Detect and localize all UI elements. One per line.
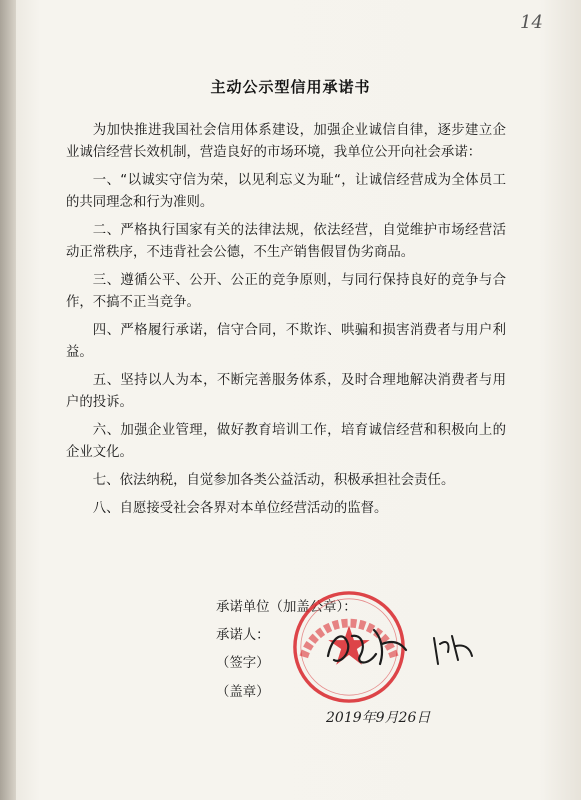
- page-number: 14: [520, 12, 543, 33]
- promising-unit-label: 承诺单位（加盖公章）：: [216, 600, 357, 615]
- signing-date: 2019年9月26日: [326, 710, 431, 726]
- commitment-item: 二、严格执行国家有关的法律法规，依法经营，自觉维护市场经营活动正常秩序，不违背社会公德，不生产销售假冒伪劣商品。: [66, 223, 506, 260]
- commitment-item: 七、依法纳税，自觉参加各类公益活动，积极承担社会责任。: [92, 473, 455, 488]
- document-body: [66, 120, 506, 526]
- handwritten-signature: [322, 616, 412, 676]
- intro-paragraph: 为加快推进我国社会信用体系建设，加强企业诚信自律，逐步建立企业诚信经营长效机制，营造良好的市场环境，我单位公开向社会承诺：: [66, 123, 506, 160]
- signature-label: （签字）: [216, 656, 270, 671]
- commitment-item: 三、遵循公平、公开、公正的竞争原则，与同行保持良好的竞争与合作，不搞不正当竞争。: [66, 273, 506, 310]
- commitment-item: 四、严格履行承诺，信守合同，不欺诈、哄骗和损害消费者与用户利益。: [66, 323, 506, 360]
- document-title: 主动公示型信用承诺书: [210, 78, 371, 96]
- promisor-label: 承诺人：: [216, 628, 270, 643]
- stamp-label: （盖章）: [216, 685, 270, 700]
- book-spine-shadow: [0, 0, 16, 800]
- commitment-item: 八、自愿接受社会各界对本单位经营活动的监督。: [92, 501, 388, 516]
- commitment-item: 一、“以诚实守信为荣，以见利忘义为耻“，让诚信经营成为全体员工的共同理念和行为准则。: [66, 173, 506, 210]
- commitment-item: 六、加强企业管理，做好教育培训工作，培育诚信经营和积极向上的企业文化。: [66, 423, 506, 460]
- commitment-item: 五、坚持以人为本，不断完善服务体系，及时合理地解决消费者与用户的投诉。: [66, 373, 506, 410]
- handwritten-initials: [430, 630, 476, 670]
